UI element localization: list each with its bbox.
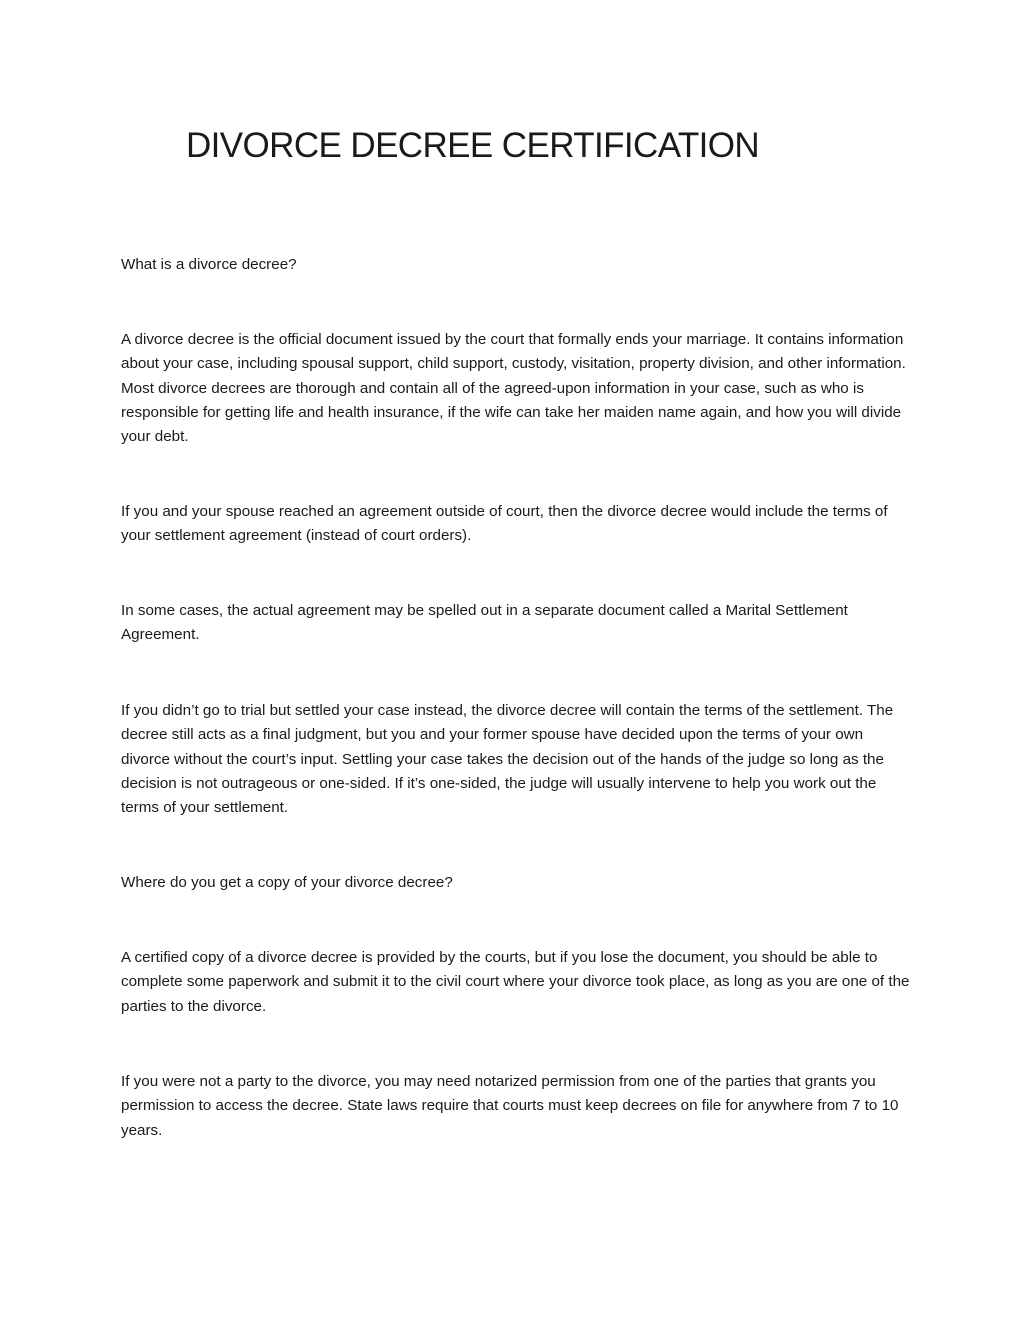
question-heading-where-copy: Where do you get a copy of your divorce decree? xyxy=(121,874,453,891)
document-title: DIVORCE DECREE CERTIFICATION xyxy=(186,126,760,165)
paragraph-agreement-outside-court: If you and your spouse reached an agreement outside of court, then the divorce decree would include the terms of your settlement agreement (instead of court orders). xyxy=(121,503,888,545)
paragraph-definition: A divorce decree is the official document issued by the court that formally ends your marriage. It contains information about your case, including spousal support, child support, custody, visitation, property division, and other information. Most divorce decrees are thorough and contain all of the agreed-upon information in your case, such as who is responsible for getting life and health insurance, if the wife can take her maiden name again, and how you will divide your debt. xyxy=(121,331,906,446)
question-heading-what-is: What is a divorce decree? xyxy=(121,256,297,273)
paragraph-settled-case: If you didn’t go to trial but settled your case instead, the divorce decree will contain the terms of the settlement. The decree still acts as a final judgment, but you and your former spouse have decided upon the terms of your own divorce without the court’s input. Settling your case takes the decision out of the hands of the judge so long as the decision is not outrageous or one-sided. If it’s one-sided, the judge will usually intervene to help you work out the terms of your settlement. xyxy=(121,702,894,817)
paragraph-not-a-party: If you were not a party to the divorce, you may need notarized permission from one of the parties that grants you permission to access the decree. State laws require that courts must keep decrees on file for anywhere from 7 to 10 years. xyxy=(121,1073,899,1139)
paragraph-certified-copy: A certified copy of a divorce decree is provided by the courts, but if you lose the document, you should be able to complete some paperwork and submit it to the civil court where your divorce took place, as long as you are one of the parties to the divorce. xyxy=(121,949,910,1015)
paragraph-marital-settlement: In some cases, the actual agreement may be spelled out in a separate document called a Marital Settlement Agreement. xyxy=(121,602,848,644)
